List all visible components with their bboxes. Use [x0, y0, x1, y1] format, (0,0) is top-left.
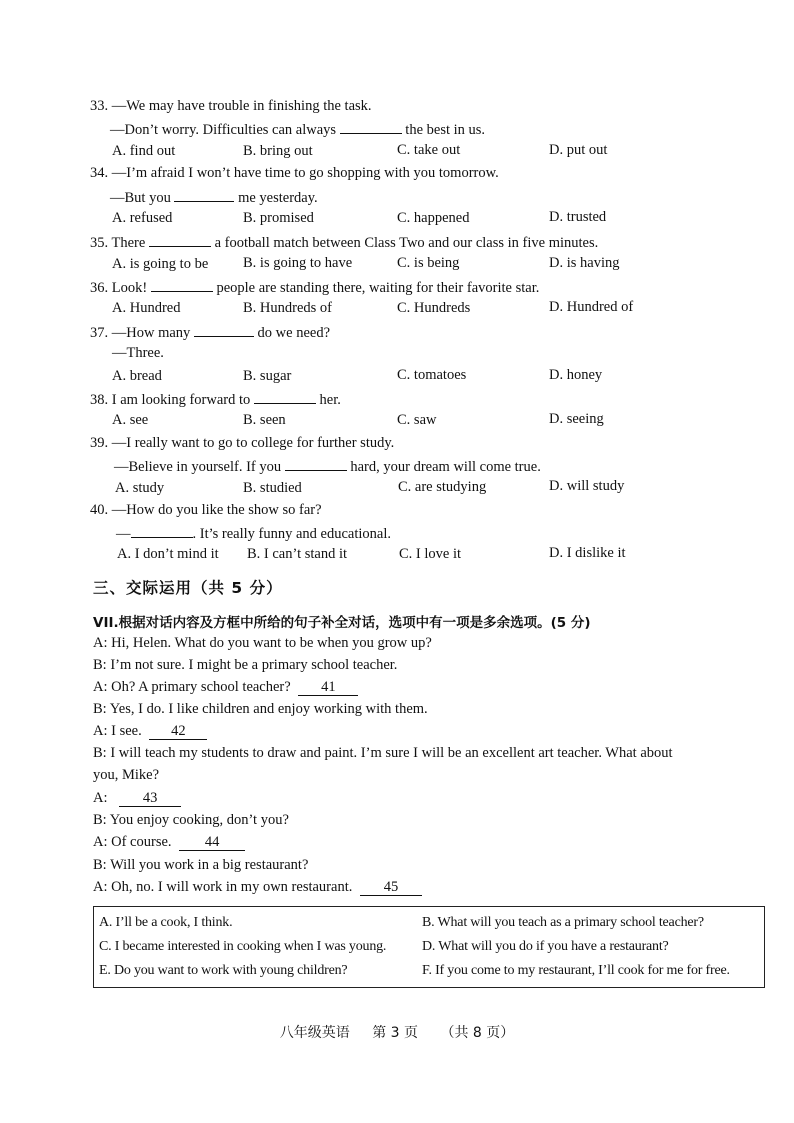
- question-39-line-2: [114, 456, 541, 476]
- question-number: 35.: [90, 235, 109, 251]
- question-36-line-1: [90, 277, 539, 297]
- question-text: me yesterday.: [238, 190, 318, 206]
- option-c: C. I love it: [399, 546, 462, 562]
- question-number: 37.: [90, 325, 109, 341]
- question-text: —I’m afraid I won’t have time to go shopping with you tomorrow.: [111, 165, 499, 181]
- question-number: 39.: [90, 435, 109, 451]
- question-number: 36.: [90, 280, 109, 296]
- option-b: B. bring out: [243, 143, 313, 159]
- option-c: C. Hundreds: [397, 300, 471, 316]
- option-b: B. I can’t stand it: [247, 546, 348, 562]
- answer-blank-42: 42: [149, 723, 207, 740]
- dialogue-text: A: Oh, no. I will work in my own restaurant.: [93, 879, 353, 895]
- question-38-line-1: [90, 389, 341, 409]
- answer-blank: [194, 322, 254, 337]
- dialogue-text: you, Mike?: [93, 767, 160, 783]
- option-d: D. trusted: [549, 209, 607, 225]
- option-a: A. refused: [112, 210, 173, 226]
- options-box: [93, 906, 765, 988]
- dialogue-line: [93, 744, 673, 762]
- answer-blank: [285, 456, 347, 471]
- dialogue-text: B: I’m not sure. I might be a primary school teacher.: [93, 657, 398, 673]
- page-footer: [0, 1022, 794, 1042]
- option-c: C. tomatoes: [397, 367, 467, 383]
- dialogue-line: [93, 700, 428, 718]
- answer-blank: [151, 277, 213, 292]
- option-a: A. is going to be: [112, 256, 209, 272]
- dialogue-line: [93, 766, 159, 784]
- question-text: —Believe in yourself. If you: [114, 459, 282, 475]
- option-d: D. will study: [549, 478, 625, 494]
- dialogue-line: [93, 656, 397, 674]
- option-a: A. study: [115, 480, 165, 496]
- option-b: B. promised: [243, 210, 314, 226]
- dialogue-text: B: I will teach my students to draw and paint. I’m sure I will be an excellent art teacher. What about: [93, 745, 673, 761]
- option-b: B. seen: [243, 412, 286, 428]
- section-title: 三、交际运用（共 5 分）: [93, 579, 283, 597]
- question-number: 34.: [90, 165, 109, 181]
- option-d: D. put out: [549, 142, 608, 158]
- question-text: —We may have trouble in finishing the task.: [111, 98, 372, 114]
- option-c: C. are studying: [398, 479, 487, 495]
- answer-blank: [131, 523, 193, 538]
- dialogue-line: [93, 722, 207, 740]
- question-34-line-2: [110, 187, 318, 207]
- option-b: B. sugar: [243, 368, 292, 384]
- option-b: B. studied: [243, 480, 302, 496]
- option-d: D. I dislike it: [549, 545, 626, 561]
- question-text: people are standing there, waiting for their favorite star.: [216, 280, 540, 296]
- question-text: I am looking forward to: [111, 392, 251, 408]
- answer-blank: [149, 232, 211, 247]
- dialogue-line: [93, 789, 181, 807]
- option-a: A. Hundred: [112, 300, 181, 316]
- dialogue-line: [93, 634, 432, 652]
- question-number: 40.: [90, 502, 109, 518]
- option-d: D. Hundred of: [549, 299, 634, 315]
- section-instruction: VII.根据对话内容及方框中所给的句子补全对话，选项中有一项是多余选项。(5 分): [93, 615, 591, 631]
- question-number: 38.: [90, 392, 109, 408]
- option-c: C. take out: [397, 142, 461, 158]
- option-b: B. is going to have: [243, 255, 353, 271]
- footer-subject: 八年级英语: [279, 1025, 350, 1041]
- dialogue-text: A: Of course.: [93, 834, 172, 850]
- box-option-d: D. What will you do if you have a restaurant?: [422, 939, 669, 954]
- answer-blank-43: 43: [119, 790, 181, 807]
- question-35-line-1: [90, 232, 598, 252]
- answer-blank-41: 41: [298, 679, 358, 696]
- dialogue-text: A:: [93, 790, 108, 806]
- option-a: A. I don’t mind it: [117, 546, 219, 562]
- dialogue-text: B: Yes, I do. I like children and enjoy working with them.: [93, 701, 428, 717]
- question-text: There: [111, 235, 146, 251]
- box-option-c: C. I became interested in cooking when I was young.: [99, 939, 387, 954]
- answer-blank-44: 44: [179, 834, 245, 851]
- option-c: C. is being: [397, 255, 460, 271]
- box-option-a: A. I’ll be a cook, I think.: [99, 915, 233, 930]
- question-text: her.: [319, 392, 341, 408]
- dialogue-line: [93, 811, 289, 829]
- question-text: —But you: [110, 190, 171, 206]
- question-text: —: [116, 526, 131, 542]
- answer-blank: [174, 187, 234, 202]
- question-text: —How many: [111, 325, 191, 341]
- question-number: 33.: [90, 98, 109, 114]
- box-option-f: F. If you come to my restaurant, I’ll cook for me for free.: [422, 963, 730, 978]
- question-33-line-1: [90, 97, 372, 115]
- question-40-line-1: [90, 501, 322, 519]
- option-d: D. seeing: [549, 411, 604, 427]
- option-d: D. is having: [549, 255, 620, 271]
- dialogue-text: B: Will you work in a big restaurant?: [93, 857, 309, 873]
- footer-total-pages: （共 8 页）: [440, 1025, 515, 1041]
- dialogue-text: B: You enjoy cooking, don’t you?: [93, 812, 289, 828]
- question-33-line-2: [110, 119, 485, 139]
- question-39-line-1: [90, 434, 394, 452]
- dialogue-text: A: Hi, Helen. What do you want to be when you grow up?: [93, 635, 432, 651]
- question-text: —Don’t worry. Difficulties can always: [110, 122, 337, 138]
- box-option-b: B. What will you teach as a primary school teacher?: [422, 915, 704, 930]
- dialogue-line: [93, 878, 422, 896]
- option-c: C. saw: [397, 412, 437, 428]
- question-text: —I really want to go to college for further study.: [111, 435, 395, 451]
- dialogue-line: [93, 678, 358, 696]
- option-a: A. see: [112, 412, 149, 428]
- footer-page-number: 第 3 页: [372, 1025, 418, 1041]
- question-37-line-1: [90, 322, 330, 342]
- question-34-line-1: [90, 164, 499, 182]
- answer-blank-45: 45: [360, 879, 422, 896]
- dialogue-text: A: Oh? A primary school teacher?: [93, 679, 291, 695]
- question-text: . It’s really funny and educational.: [192, 526, 392, 542]
- box-option-e: E. Do you want to work with young children?: [99, 963, 348, 978]
- question-text: hard, your dream will come true.: [350, 459, 541, 475]
- question-text: do we need?: [257, 325, 331, 341]
- answer-blank: [340, 119, 402, 134]
- question-text: the best in us.: [405, 122, 486, 138]
- option-d: D. honey: [549, 367, 603, 383]
- answer-blank: [254, 389, 316, 404]
- dialogue-line: [93, 833, 245, 851]
- question-text: a football match between Class Two and our class in five minutes.: [214, 235, 599, 251]
- option-c: C. happened: [397, 210, 470, 226]
- dialogue-line: [93, 856, 308, 874]
- question-40-line-2: [116, 523, 391, 543]
- option-a: A. bread: [112, 368, 162, 384]
- option-a: A. find out: [112, 143, 176, 159]
- question-text: Look!: [111, 280, 148, 296]
- question-text: —Three.: [112, 345, 164, 361]
- question-text: —How do you like the show so far?: [111, 502, 322, 518]
- dialogue-text: A: I see.: [93, 723, 142, 739]
- option-b: B. Hundreds of: [243, 300, 333, 316]
- question-37-line-2: [112, 344, 164, 362]
